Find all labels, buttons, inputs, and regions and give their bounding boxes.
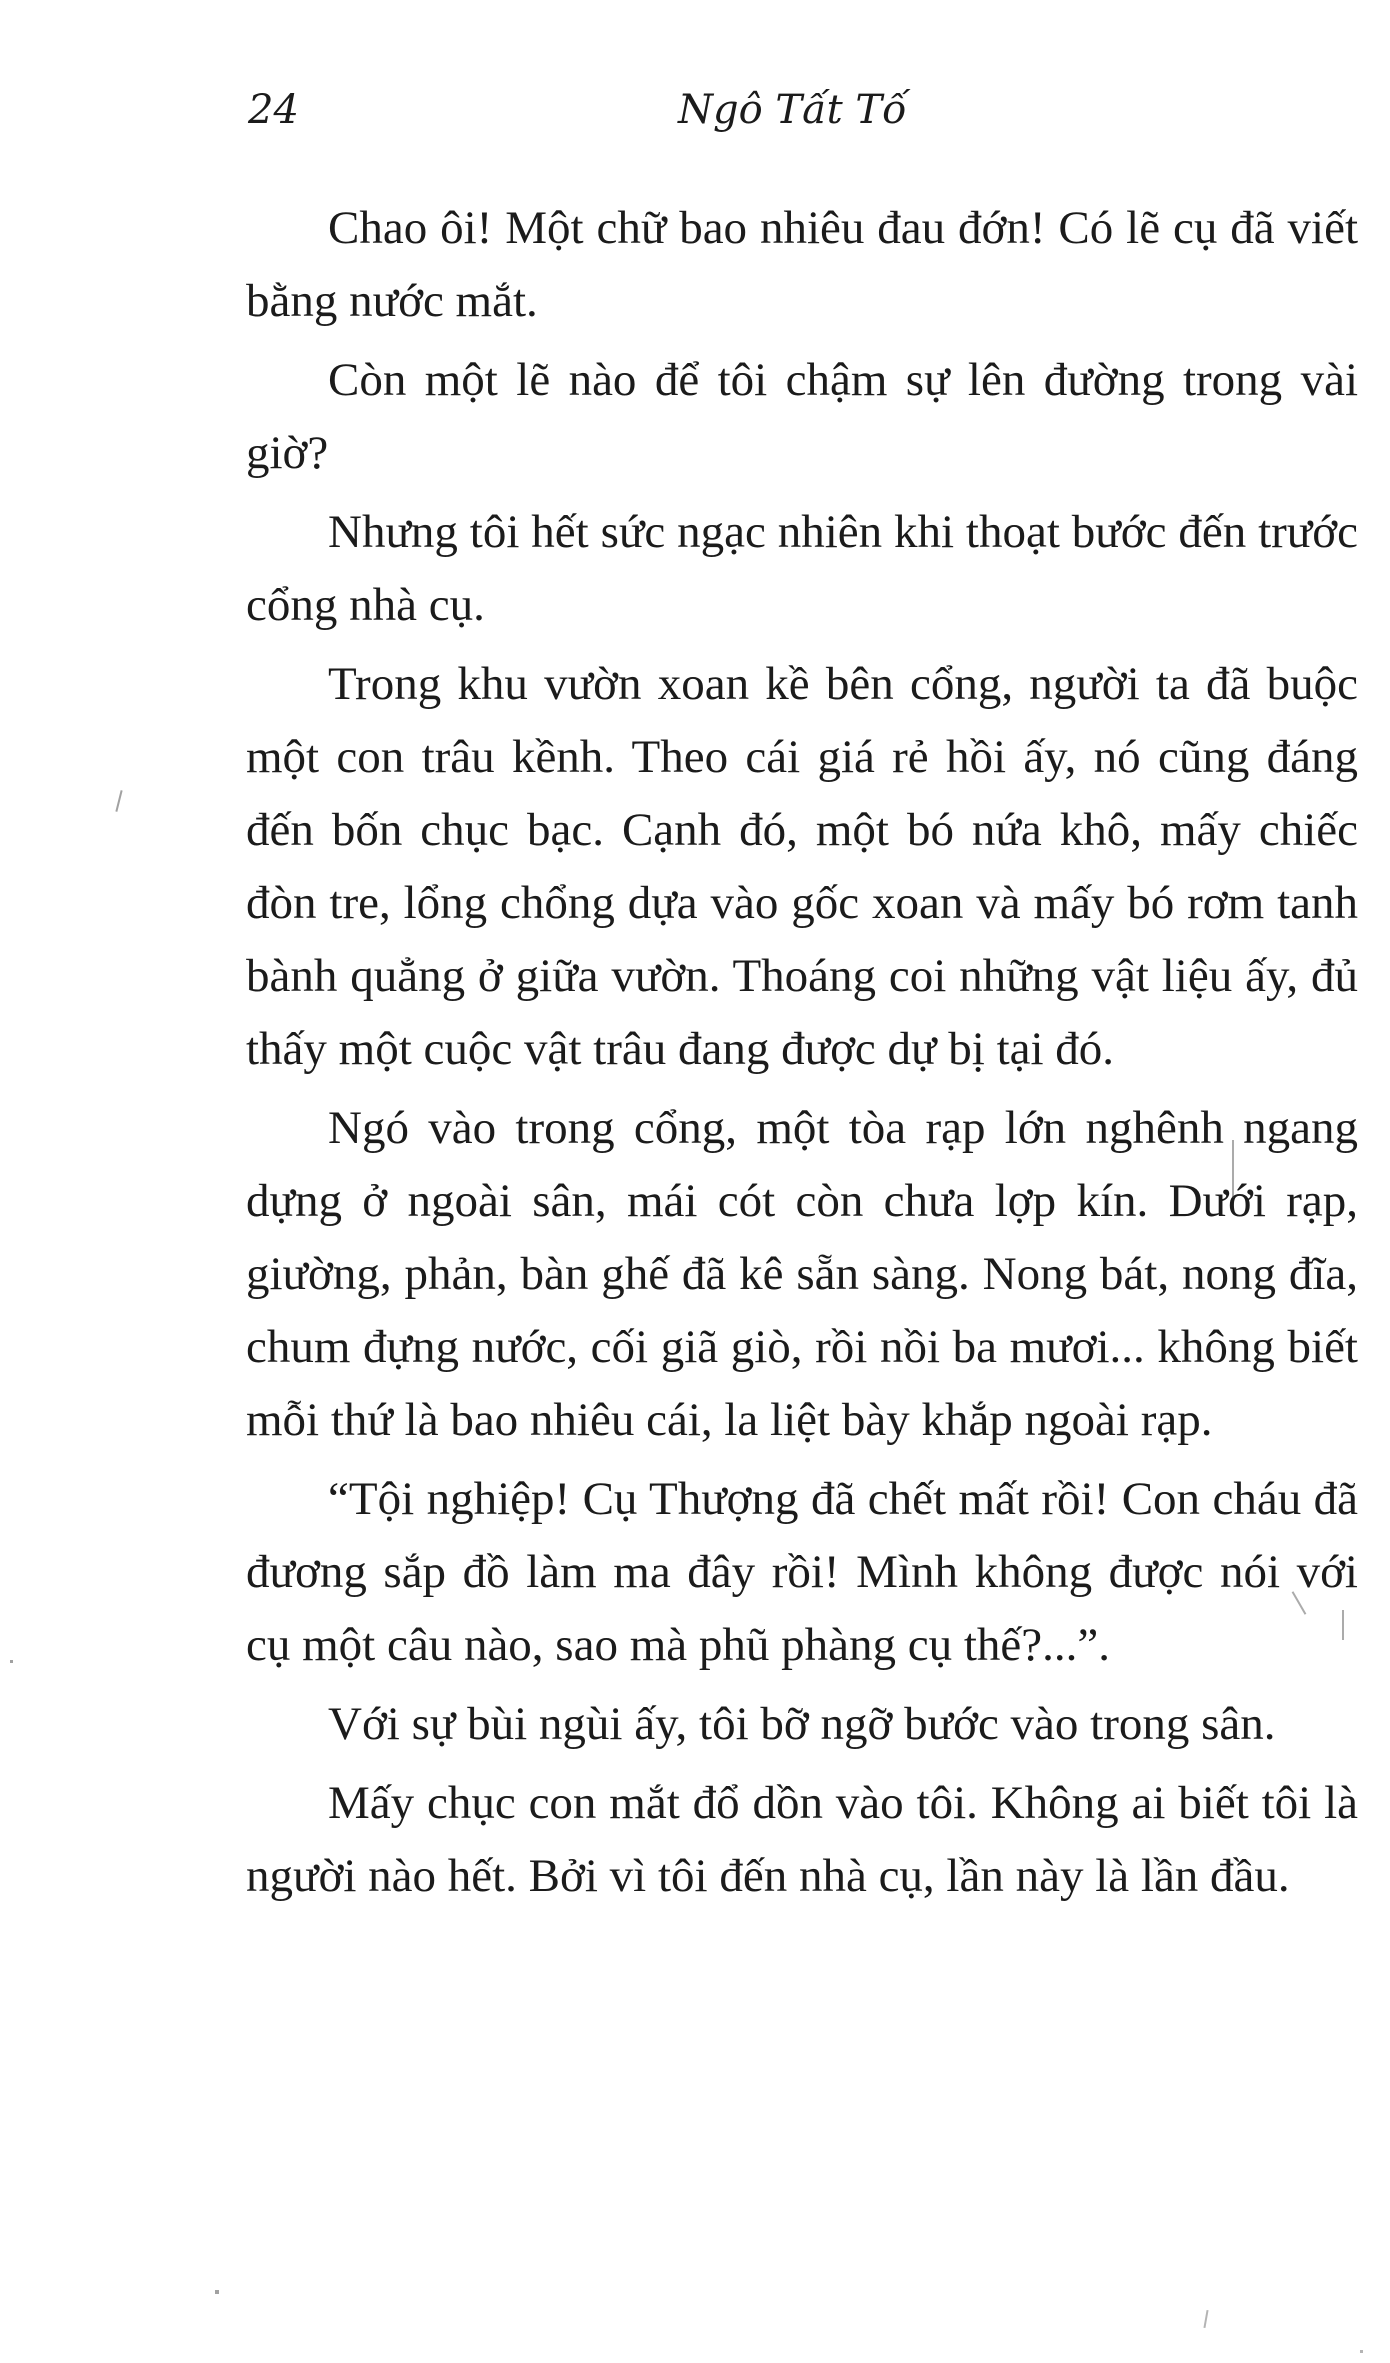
page-number: 24 (248, 87, 299, 133)
scan-speck (10, 1660, 13, 1663)
paragraph: “Tội nghiệp! Cụ Thượng đã chết mất rồi! Con cháu đã đương sắp đồ làm ma đây rồi! Mình không được nói với cụ một câu nào, sao mà phũ phàng cụ thế?...”. (246, 1473, 1358, 1671)
scan-speck (1342, 1610, 1344, 1640)
scan-speck (215, 2290, 219, 2294)
page-header (248, 80, 1338, 140)
paragraph: Chao ôi! Một chữ bao nhiêu đau đớn! Có lẽ cụ đã viết bằng nước mắt. (246, 202, 1358, 327)
paragraph: Nhưng tôi hết sức ngạc nhiên khi thoạt bước đến trước cổng nhà cụ. (246, 506, 1358, 631)
scan-speck (1360, 2350, 1363, 2353)
paragraph: Mấy chục con mắt đổ dồn vào tôi. Không ai biết tôi là người nào hết. Bởi vì tôi đến nhà cụ, lần này là lần đầu. (246, 1777, 1358, 1902)
paragraph: Trong khu vườn xoan kề bên cổng, người ta đã buộc một con trâu kềnh. Theo cái giá rẻ hồi ấy, nó cũng đáng đến bốn chục bạc. Cạnh đó, một bó nứa khô, mấy chiếc đòn tre, lổng chổng dựa vào gốc xoan và mấy bó rơm tanh bành quẳng ở giữa vườn. Thoáng coi những vật liệu ấy, đủ thấy một cuộc vật trâu đang được dự bị tại đó. (246, 658, 1358, 1075)
running-title: Ngô Tất Tố (678, 87, 907, 133)
paragraph: Ngó vào trong cổng, một tòa rạp lớn nghênh ngang dựng ở ngoài sân, mái cót còn chưa lợp kín. Dưới rạp, giường, phản, bàn ghế đã kê sẵn sàng. Nong bát, nong đĩa, chum đựng nước, cối giã giò, rồi nồi ba mươi... không biết mỗi thứ là bao nhiêu cái, la liệt bày khắp ngoài rạp. (246, 1102, 1358, 1446)
scan-speck (115, 790, 122, 812)
scan-speck (1232, 1140, 1234, 1198)
paragraph: Với sự bùi ngùi ấy, tôi bỡ ngỡ bước vào trong sân. (328, 1698, 1276, 1750)
paragraph: Còn một lẽ nào để tôi chậm sự lên đường trong vài giờ? (246, 354, 1358, 479)
body-text (246, 192, 1358, 1919)
scan-speck (1203, 2310, 1208, 2328)
